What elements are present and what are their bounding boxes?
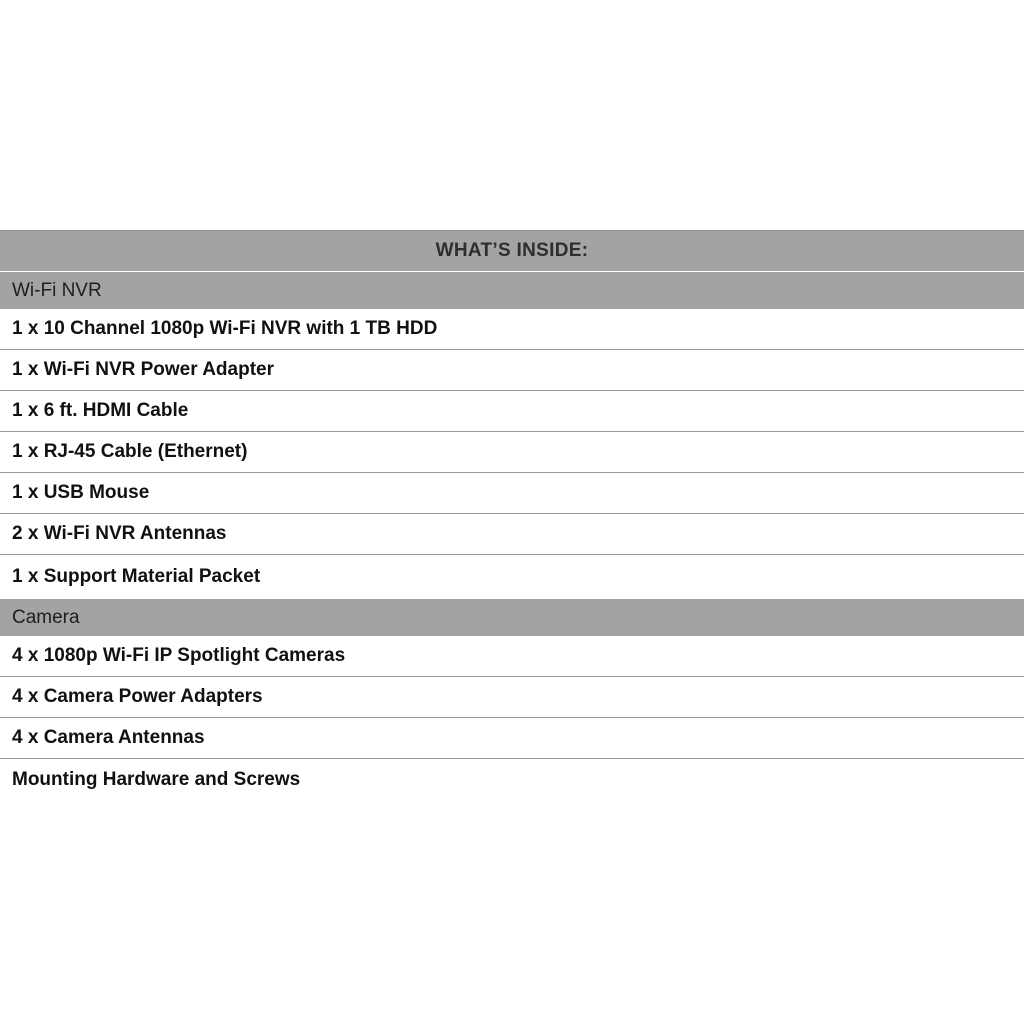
list-item: Mounting Hardware and Screws (12, 768, 301, 790)
list-item: 2 x Wi-Fi NVR Antennas (0, 514, 1024, 555)
list-item: 1 x 6 ft. HDMI Cable (0, 391, 1024, 432)
table-title: WHAT’S INSIDE: (0, 230, 1024, 272)
list-item: 4 x Camera Power Adapters (0, 677, 1024, 718)
list-item: 1 x RJ-45 Cable (Ethernet) (0, 432, 1024, 473)
list-item: 1 x USB Mouse (0, 473, 1024, 514)
section-header-camera: Camera (0, 599, 1024, 636)
list-item: 1 x 10 Channel 1080p Wi-Fi NVR with 1 TB HDD (0, 309, 1024, 350)
list-item: 1 x Support Material Packet (12, 566, 261, 587)
list-item: 4 x Camera Antennas (0, 718, 1024, 759)
list-item: 1 x Wi-Fi NVR Power Adapter (0, 350, 1024, 391)
whats-inside-table (0, 230, 1024, 800)
section-header-wifi-nvr: Wi-Fi NVR (0, 272, 1024, 309)
list-item: 4 x 1080p Wi-Fi IP Spotlight Cameras (0, 636, 1024, 677)
